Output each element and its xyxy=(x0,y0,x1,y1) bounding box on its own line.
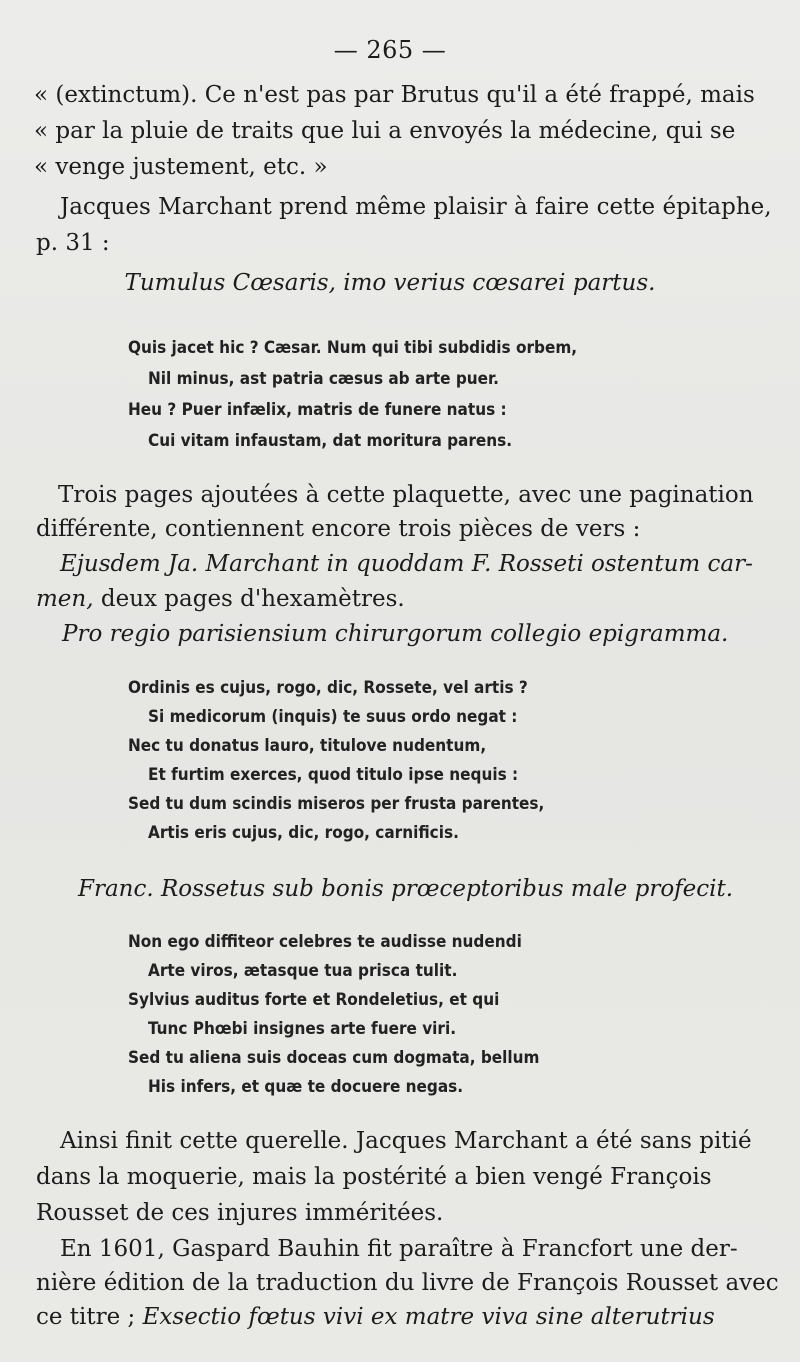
text-line: « venge justement, etc. » xyxy=(34,154,328,180)
verse-line: Heu ? Puer infælix, matris de funere natus : xyxy=(128,400,507,420)
verse-line: Sed tu aliena suis doceas cum dogmata, bellum xyxy=(128,1048,540,1068)
text-fragment: deux pages d'hexamètres. xyxy=(93,586,405,612)
verse-line: Sylvius auditus forte et Rondeletius, et qui xyxy=(128,990,500,1010)
verse-line: His infers, et quæ te docuere negas. xyxy=(148,1077,464,1097)
text-line: « par la pluie de traits que lui a envoyés la médecine, qui se xyxy=(34,118,736,144)
verse-line: Tunc Phœbi insignes arte fuere viri. xyxy=(148,1019,457,1039)
text-line: dans la moquerie, mais la postérité a bien vengé François xyxy=(36,1164,712,1190)
text-line: Ainsi finit cette querelle. Jacques Marchant a été sans pitié xyxy=(60,1128,752,1154)
verse-line: Et furtim exerces, quod titulo ipse nequis : xyxy=(148,765,519,785)
verse-line: Quis jacet hic ? Cæsar. Num qui tibi subdidis orbem, xyxy=(128,338,578,358)
text-line: différente, contiennent encore trois pièces de vers : xyxy=(36,516,641,542)
verse-line: Arte viros, ætasque tua prisca tulit. xyxy=(148,961,458,981)
verse-line: Non ego diffiteor celebres te audisse nudendi xyxy=(128,932,522,952)
text-line: Ejusdem Ja. Marchant in quoddam F. Rosseti ostentum car- xyxy=(60,551,753,577)
text-line: nière édition de la traduction du livre de François Rousset avec xyxy=(36,1270,779,1296)
text-line xyxy=(36,582,736,616)
text-line: Jacques Marchant prend même plaisir à faire cette épitaphe, xyxy=(60,194,772,220)
italic-fragment: men, xyxy=(36,586,94,612)
italic-fragment: Exsectio fœtus vivi ex matre viva sine alterutrius xyxy=(142,1304,715,1330)
text-line xyxy=(36,1300,736,1334)
verse-line: Artis eris cujus, dic, rogo, carnificis. xyxy=(148,823,459,843)
epitaph-heading: Tumulus Cœsaris, imo verius cœsarei partus. xyxy=(124,270,656,296)
epigram-heading: Pro regio parisiensium chirurgorum collegio epigramma. xyxy=(62,621,729,647)
text-line: Trois pages ajoutées à cette plaquette, avec une pagination xyxy=(58,482,754,508)
verse-line: Nil minus, ast patria cæsus ab arte puer. xyxy=(148,369,499,389)
section-heading: Franc. Rossetus sub bonis prœceptoribus male profecit. xyxy=(78,876,734,902)
text-line: p. 31 : xyxy=(36,230,110,256)
text-line: Rousset de ces injures imméritées. xyxy=(36,1200,444,1226)
verse-line: Nec tu donatus lauro, titulove nudentum, xyxy=(128,736,487,756)
page-number: — 265 — xyxy=(333,36,447,64)
verse-line: Ordinis es cujus, rogo, dic, Rossete, vel artis ? xyxy=(128,678,528,698)
text-fragment: ce titre ; xyxy=(36,1304,143,1330)
verse-line: Si medicorum (inquis) te suus ordo negat : xyxy=(148,707,518,727)
text-line: « (extinctum). Ce n'est pas par Brutus qu'il a été frappé, mais xyxy=(34,82,755,108)
text-line: En 1601, Gaspard Bauhin fit paraître à Francfort une der- xyxy=(60,1236,738,1262)
verse-line: Sed tu dum scindis miseros per frusta parentes, xyxy=(128,794,545,814)
verse-line: Cui vitam infaustam, dat moritura parens. xyxy=(148,431,513,451)
